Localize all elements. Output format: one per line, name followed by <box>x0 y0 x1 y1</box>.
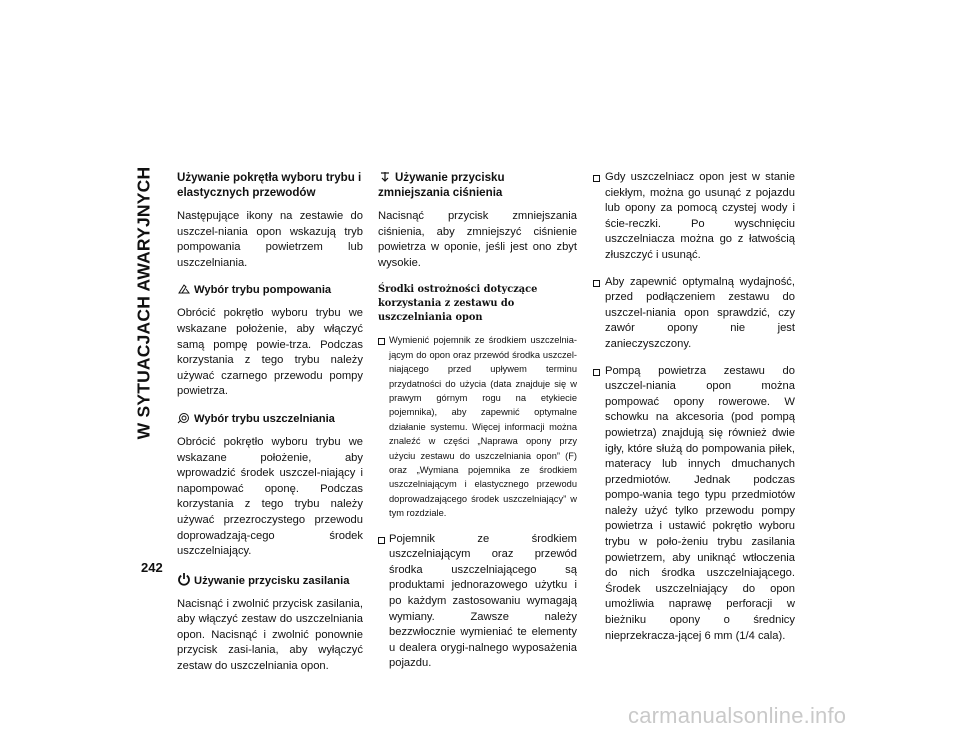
tips-list <box>593 170 795 644</box>
seal-mode-heading: Wybór trybu uszczelniania <box>177 412 363 427</box>
power-icon <box>177 572 191 586</box>
power-button-text: Nacisnąć i zwolnić przycisk zasilania, aby włączyć zestaw do uszczelniania opon. Nacisnąć i zwolnić ponownie przycisk zasi-lania, aby wyłączyć zestaw do uszczelniania opon. <box>177 597 363 673</box>
list-item: Wymienić pojemnik ze środkiem uszczelnia-jącym do opon oraz przewód środka uszczel-niającego przed upływem terminu przydatności do użycia (data znajduje się w prawym górnym rogu na etykiecie pojemnika), aby zapewnić optymalne działanie systemu. Więcej informacji można znaleźć w części „Naprawa opony przy użyciu zestawu do uszczelniania opon” (F) oraz „Wymiana pojemnika ze środkiem uszczelniającym i elastycznego przewodu doprowadzającego środek uszczelniający” w tym rozdziale. <box>378 333 577 520</box>
bullet-box-icon <box>378 338 385 345</box>
list-item: Gdy uszczelniacz opon jest w stanie ciekłym, można go usunąć z pojazdu lub opony za pomocą czystej wody i ście-reczki. Po wyschnięciu uszczelniacza można go z łatwością złuszczyć i usunąć. <box>593 170 795 264</box>
list-item: Pompą powietrza zestawu do uszczel-niania opon można pompować opony rowerowe. W schowku na akcesoria (pod pompą powietrza) znajdują się również dwie igły, które służą do pompowania piłek, materacy lub innych dmuchanych przedmiotów. Jednak podczas pompo-wania tego typu przedmiotów należy użyć tylko przewodu pompy powietrza i ustawić pokrętło wyboru trybu w poło-żeniu trybu zasilania powietrzem, aby uniknąć wtłoczenia do nich środka uszczelniającego. Środek uszczelniający do opon umożliwia naprawę perforacji w bieżniku opony o średnicy nieprzekracza-jącej 6 mm (1/4 cala). <box>593 364 795 645</box>
inflate-mode-heading: Wybór trybu pompowania <box>177 283 363 298</box>
column-3 <box>593 170 795 655</box>
deflate-button-text: Nacisnąć przycisk zmniejszania ciśnienia, aby zmniejszyć ciśnienie powietrza w oponie, jeśli jest ono zbyt wysokie. <box>378 210 577 269</box>
list-item: Pojemnik ze środkiem uszczelniającym oraz przewód środka uszczelniającego są produktami jednorazowego użytku i po każdym zastosowaniu wymagają wymiany. Zawsze należy bezzwłocznie wymieniać te elementy u dealera orygi-nalnego wyposażenia pojazdu. <box>378 532 577 672</box>
inflate-mode-text: Obrócić pokrętło wyboru trybu we wskazane położenie, aby włączyć samą pompę powie-trza. Podczas korzystania z tego trybu należy używać czarnego przewodu pompy powietrza. <box>177 307 363 398</box>
cautions-list-2 <box>378 532 577 672</box>
list-item: Aby zapewnić optymalną wydajność, przed podłączeniem zestawu do uszczel-niania opon sprawdzić, czy zawór opony nie jest zanieczyszczony. <box>593 275 795 353</box>
deflate-button-heading: Używanie przycisku zmniejszania ciśnienia <box>378 171 505 199</box>
tire-inflate-icon <box>177 283 191 295</box>
tire-seal-icon <box>177 412 191 424</box>
bullet-box-icon <box>593 175 600 182</box>
watermark: carmanualsonline.info <box>628 703 847 728</box>
bullet-box-icon <box>593 369 600 376</box>
bullet-box-icon <box>378 537 385 544</box>
column-1 <box>177 170 363 687</box>
power-button-heading: Używanie przycisku zasilania <box>177 572 363 589</box>
cautions-heading: Środki ostrożności dotyczące korzystania z zestawu do uszczelniania opon <box>378 284 538 324</box>
page-number: 242 <box>141 560 163 575</box>
bullet-box-icon <box>593 280 600 287</box>
mode-select-intro: Następujące ikony na zestawie do uszczel-niania opon wskazują tryb pompowania powietrzem lub uszczelniania. <box>177 210 363 269</box>
cautions-list <box>378 333 577 520</box>
mode-select-heading: Używanie pokrętła wyboru trybu i elastycznych przewodów <box>177 171 362 199</box>
column-2 <box>378 170 577 683</box>
deflate-icon <box>378 171 392 183</box>
seal-mode-text: Obrócić pokrętło wyboru trybu we wskazane położenie, aby wprowadzić środek uszczel-niający i napompować oponę. Podczas korzystania z tego trybu należy używać przezroczystego przewodu doprowadzają-cego środek uszczelniający. <box>177 435 363 558</box>
section-side-label: W SYTUACJACH AWARYJNYCH <box>133 166 154 440</box>
